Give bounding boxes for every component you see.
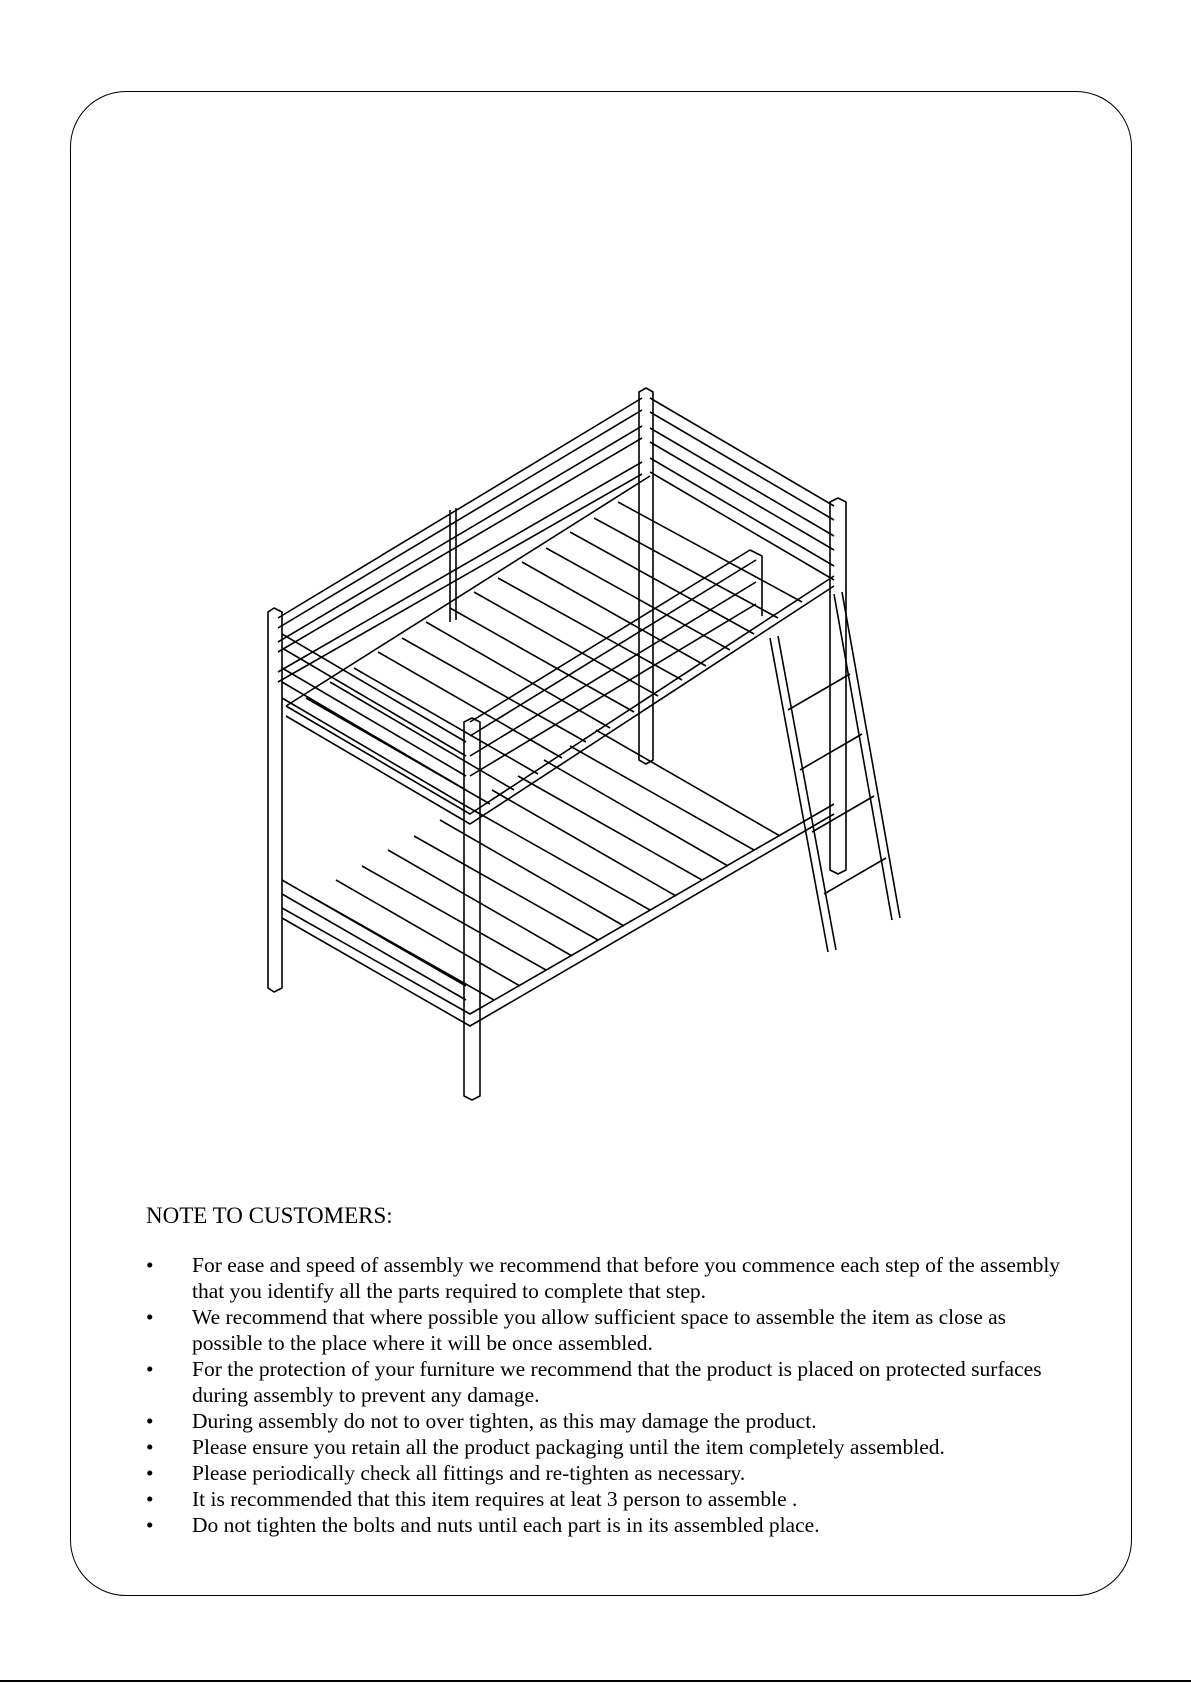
rail bbox=[278, 438, 642, 652]
note-text: Please periodically check all fittings and re-tighten as necessary. bbox=[192, 1461, 746, 1485]
notes-list bbox=[146, 1252, 1066, 1538]
rail bbox=[278, 398, 642, 618]
ladder-rail bbox=[842, 592, 900, 918]
ladder-step bbox=[824, 858, 886, 894]
bullet: • bbox=[146, 1357, 154, 1381]
rail bbox=[282, 648, 466, 756]
bullet: • bbox=[146, 1487, 154, 1511]
lower-slats bbox=[310, 730, 780, 1000]
bullet: • bbox=[146, 1253, 154, 1277]
rail bbox=[650, 428, 834, 536]
rail bbox=[278, 462, 642, 672]
front-post-left bbox=[268, 608, 282, 992]
bunk-bed-drawing bbox=[250, 380, 930, 1110]
ladder-rail bbox=[778, 636, 836, 950]
bullet: • bbox=[146, 1305, 154, 1329]
list-item bbox=[146, 1252, 1066, 1304]
rail bbox=[278, 426, 642, 642]
bullet: • bbox=[146, 1435, 154, 1459]
ladder-step bbox=[800, 734, 862, 770]
ladder-rail bbox=[770, 638, 828, 952]
rail bbox=[282, 668, 466, 776]
guard-rail bbox=[470, 604, 756, 776]
rail bbox=[282, 698, 466, 806]
list-item bbox=[146, 1304, 1066, 1356]
bullet: • bbox=[146, 1409, 154, 1433]
list-item bbox=[146, 1486, 1066, 1512]
list-item bbox=[146, 1512, 1066, 1538]
rail bbox=[650, 398, 834, 506]
note-text: Do not tighten the bolts and nuts until each part is in its assembled place. bbox=[192, 1513, 820, 1537]
ladder-step bbox=[812, 796, 874, 832]
rail bbox=[650, 458, 834, 566]
ladder-step bbox=[788, 674, 850, 710]
note-text: It is recommended that this item requires at leat 3 person to assemble . bbox=[192, 1487, 798, 1511]
rail bbox=[282, 682, 466, 790]
list-item bbox=[146, 1460, 1066, 1486]
bullet: • bbox=[146, 1513, 154, 1537]
bullet: • bbox=[146, 1461, 154, 1485]
list-item bbox=[146, 1408, 1066, 1434]
bottom-rule bbox=[0, 1680, 1191, 1682]
guard-rail bbox=[470, 550, 762, 722]
note-text: Please ensure you retain all the product packaging until the item completely assembled. bbox=[192, 1435, 945, 1459]
note-title: NOTE TO CUSTOMERS: bbox=[146, 1203, 393, 1228]
note-text: For ease and speed of assembly we recommend that before you commence each step of the assembly that you identify all the parts required to complete that step. bbox=[192, 1253, 1061, 1303]
list-item bbox=[146, 1356, 1066, 1408]
list-item bbox=[146, 1434, 1066, 1460]
note-text: For the protection of your furniture we recommend that the product is placed on protected surfaces during assembly to prevent any damage. bbox=[192, 1357, 1042, 1407]
note-text: During assembly do not to over tighten, as this may damage the product. bbox=[192, 1409, 817, 1433]
note-text: We recommend that where possible you allow sufficient space to assemble the item as close as possible to the place where it will be once assembled. bbox=[192, 1305, 1007, 1355]
rail bbox=[282, 814, 834, 1026]
rail bbox=[650, 412, 834, 520]
bunk-bed-illustration bbox=[250, 380, 930, 1110]
rail bbox=[282, 804, 834, 1014]
